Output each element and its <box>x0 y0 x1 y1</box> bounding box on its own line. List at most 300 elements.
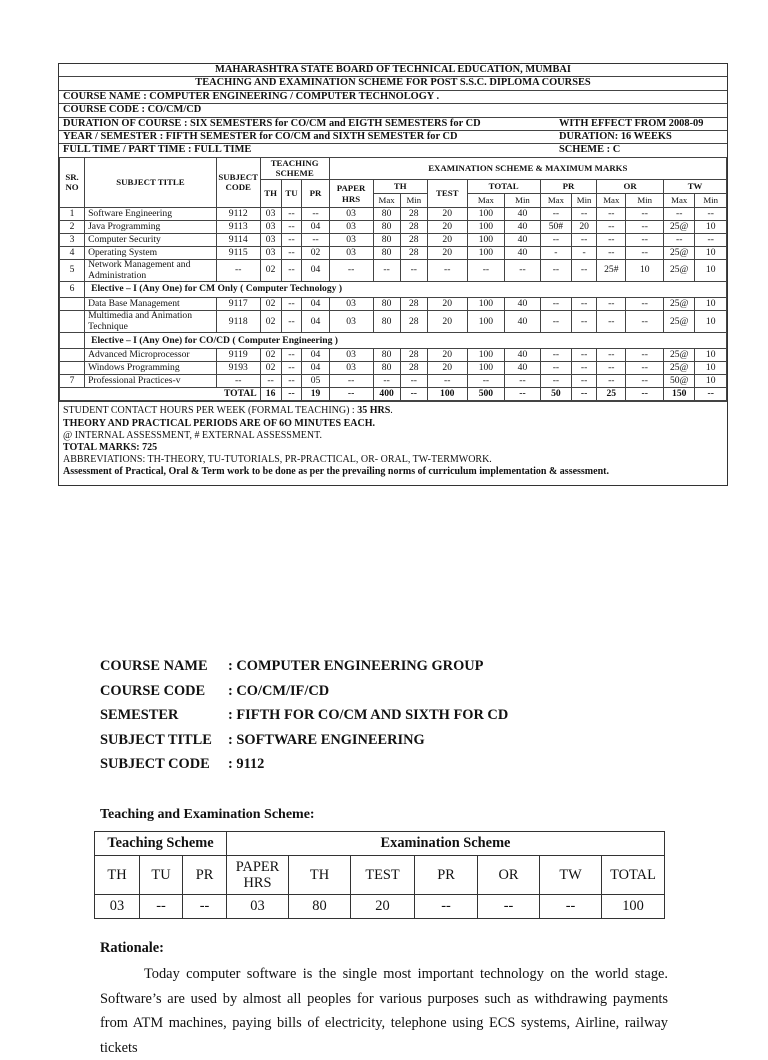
table-cell: -- <box>597 311 626 333</box>
table-cell: -- <box>540 234 571 247</box>
subject-title-cell: Computer Security <box>85 234 217 247</box>
table-cell: 9114 <box>216 234 260 247</box>
total-cell: 25 <box>597 388 626 401</box>
table-cell: -- <box>281 362 302 375</box>
table-cell: 25# <box>597 260 626 282</box>
table-cell: 10 <box>695 221 727 234</box>
table-cell: 25@ <box>664 311 695 333</box>
duration-text: DURATION OF COURSE : SIX SEMESTERS for CO/CM and EIGTH SEMESTERS for CD <box>63 117 481 129</box>
table-cell: 100 <box>467 362 505 375</box>
table-cell: 03 <box>329 221 373 234</box>
table-cell: -- <box>626 375 664 388</box>
table-cell: 10 <box>695 362 727 375</box>
header-min: Min <box>400 194 427 208</box>
scheme-title: TEACHING AND EXAMINATION SCHEME FOR POST S.S.C. DIPLOMA COURSES <box>59 77 727 90</box>
table-cell: 25@ <box>664 221 695 234</box>
rationale-text <box>100 962 668 1060</box>
small-header-cell: TEST <box>351 856 415 895</box>
periods-note: THEORY AND PRACTICAL PERIODS ARE OF 6O MINUTES EACH. <box>63 417 376 429</box>
table-cell: 28 <box>400 234 427 247</box>
table-cell: 20 <box>572 221 597 234</box>
header-exam-th: TH <box>373 180 427 194</box>
table-cell: 9113 <box>216 221 260 234</box>
table-cell: -- <box>626 349 664 362</box>
table-cell: 02 <box>260 349 281 362</box>
table-cell <box>60 311 85 333</box>
table-cell: -- <box>597 208 626 221</box>
header-test: TEST <box>427 180 467 208</box>
total-cell: -- <box>695 388 727 401</box>
info-value: : 9112 <box>228 756 265 772</box>
teaching-exam-heading: Teaching and Examination Scheme: <box>100 807 315 822</box>
table-cell: -- <box>597 221 626 234</box>
table-cell: -- <box>302 208 329 221</box>
small-header-cell: PR <box>183 856 227 895</box>
table-cell: -- <box>540 311 571 333</box>
table-cell: -- <box>626 362 664 375</box>
table-cell: 20 <box>427 298 467 311</box>
table-cell: 40 <box>505 247 541 260</box>
table-cell: -- <box>540 260 571 282</box>
table-cell: -- <box>281 260 302 282</box>
table-cell: 50@ <box>664 375 695 388</box>
table-cell: 100 <box>467 208 505 221</box>
small-value-cell: -- <box>140 895 183 919</box>
table-cell: 10 <box>695 298 727 311</box>
table-cell: 28 <box>400 311 427 333</box>
subject-title-cell: Advanced Microprocessor <box>85 349 217 362</box>
table-cell: -- <box>597 298 626 311</box>
table-cell: -- <box>281 375 302 388</box>
table-cell: 03 <box>329 298 373 311</box>
small-value-cell: 03 <box>95 895 140 919</box>
info-label: SUBJECT CODE <box>100 756 210 772</box>
table-cell: -- <box>505 260 541 282</box>
total-cell: 400 <box>373 388 400 401</box>
table-cell: -- <box>281 311 302 333</box>
course-name-line: COURSE NAME : COMPUTER ENGINEERING / COMPUTER TECHNOLOGY . <box>59 91 727 104</box>
table-cell: 03 <box>329 349 373 362</box>
table-cell: 28 <box>400 298 427 311</box>
table-cell: -- <box>373 375 400 388</box>
table-cell: -- <box>664 234 695 247</box>
table-cell: -- <box>216 375 260 388</box>
table-cell: -- <box>540 375 571 388</box>
header-max: Max <box>467 194 505 208</box>
table-cell: 20 <box>427 362 467 375</box>
table-cell: 02 <box>260 260 281 282</box>
header-min: Min <box>505 194 541 208</box>
info-value: : SOFTWARE ENGINEERING <box>228 731 425 748</box>
rationale-heading: Rationale: <box>100 940 164 956</box>
small-teaching-scheme: Teaching Scheme <box>95 832 227 856</box>
info-label: COURSE CODE <box>100 682 206 699</box>
table-cell: 50# <box>540 221 571 234</box>
subject-title-cell: Multimedia and Animation Technique <box>85 311 217 333</box>
table-cell: 20 <box>427 247 467 260</box>
info-label: COURSE NAME <box>100 658 208 674</box>
table-cell: 04 <box>302 260 329 282</box>
header-paper-hrs: PAPER HRS <box>329 180 373 208</box>
table-cell: 03 <box>329 362 373 375</box>
table-cell: -- <box>695 234 727 247</box>
table-cell: 28 <box>400 247 427 260</box>
total-label: TOTAL <box>60 388 261 401</box>
small-value-cell: -- <box>478 895 540 919</box>
small-value-cell: -- <box>183 895 227 919</box>
small-value-cell: 03 <box>227 895 289 919</box>
table-cell: -- <box>626 208 664 221</box>
table-cell: 28 <box>400 349 427 362</box>
table-cell: 100 <box>467 349 505 362</box>
table-cell: -- <box>664 208 695 221</box>
small-value-cell: -- <box>415 895 478 919</box>
table-cell: -- <box>572 208 597 221</box>
small-header-cell: TH <box>289 856 351 895</box>
table-cell <box>60 349 85 362</box>
total-cell: -- <box>626 388 664 401</box>
total-cell: -- <box>281 388 302 401</box>
table-cell: -- <box>281 208 302 221</box>
header-exam-pr: PR <box>540 180 596 194</box>
small-value-cell: 100 <box>602 895 665 919</box>
table-cell: -- <box>329 375 373 388</box>
table-row <box>60 362 727 375</box>
table-cell: -- <box>281 349 302 362</box>
table-cell: 10 <box>695 349 727 362</box>
section-label: Elective – I (Any One) for CO/CD ( Computer Engineering ) <box>85 333 727 349</box>
subject-title-cell: Operating System <box>85 247 217 260</box>
scheme-rows <box>60 208 727 401</box>
table-cell: 20 <box>427 349 467 362</box>
small-value-cell: 20 <box>351 895 415 919</box>
table-row <box>60 234 727 247</box>
header-max: Max <box>373 194 400 208</box>
table-cell: 3 <box>60 234 85 247</box>
duration-line <box>59 118 727 131</box>
board-title: MAHARASHTRA STATE BOARD OF TECHNICAL EDUCATION, MUMBAI <box>59 64 727 77</box>
total-cell: 50 <box>540 388 571 401</box>
table-cell: 02 <box>260 298 281 311</box>
table-cell: -- <box>597 247 626 260</box>
table-cell: -- <box>427 375 467 388</box>
header-min: Min <box>695 194 727 208</box>
table-cell: 02 <box>260 311 281 333</box>
table-cell: 03 <box>260 208 281 221</box>
small-header-cell: TH <box>95 856 140 895</box>
header-total: TOTAL <box>467 180 540 194</box>
table-cell: 100 <box>467 298 505 311</box>
table-cell: - <box>540 247 571 260</box>
header-tu: TU <box>281 180 302 208</box>
table-row <box>60 375 727 388</box>
small-header-cell: TOTAL <box>602 856 665 895</box>
table-cell: 10 <box>695 375 727 388</box>
table-cell: 4 <box>60 247 85 260</box>
table-cell: 40 <box>505 362 541 375</box>
table-cell: 80 <box>373 208 400 221</box>
small-header-cell: OR <box>478 856 540 895</box>
table-cell: -- <box>572 349 597 362</box>
small-header-cell: TU <box>140 856 183 895</box>
table-cell: 25@ <box>664 247 695 260</box>
table-cell: 03 <box>329 247 373 260</box>
small-value-cell: -- <box>540 895 602 919</box>
table-cell: -- <box>540 298 571 311</box>
table-cell: 10 <box>626 260 664 282</box>
section-row <box>60 282 727 298</box>
subject-title-cell: Java Programming <box>85 221 217 234</box>
table-cell: -- <box>373 260 400 282</box>
table-cell: 40 <box>505 298 541 311</box>
table-cell: -- <box>260 375 281 388</box>
section-row <box>60 333 727 349</box>
table-cell: 10 <box>695 247 727 260</box>
table-cell: -- <box>281 234 302 247</box>
table-cell: -- <box>695 208 727 221</box>
table-cell: -- <box>505 375 541 388</box>
table-cell: 20 <box>427 234 467 247</box>
table-cell: 03 <box>329 208 373 221</box>
table-cell: 9119 <box>216 349 260 362</box>
table-cell: 25@ <box>664 362 695 375</box>
year-semester-text: YEAR / SEMESTER : FIFTH SEMESTER for CO/CM and SIXTH SEMESTER for CD <box>63 131 458 143</box>
fulltime-line <box>59 144 727 156</box>
table-cell: 04 <box>302 362 329 375</box>
table-cell: 03 <box>260 234 281 247</box>
table-cell: 28 <box>400 362 427 375</box>
total-cell: -- <box>572 388 597 401</box>
table-cell: 04 <box>302 349 329 362</box>
small-value-cell: 80 <box>289 895 351 919</box>
table-cell: -- <box>400 260 427 282</box>
table-cell: 25@ <box>664 260 695 282</box>
table-cell: 28 <box>400 221 427 234</box>
header-or: OR <box>597 180 664 194</box>
table-cell: -- <box>540 208 571 221</box>
table-cell: -- <box>467 375 505 388</box>
table-row <box>60 221 727 234</box>
table-cell: 03 <box>260 221 281 234</box>
header-max: Max <box>597 194 626 208</box>
course-code-line: COURSE CODE : CO/CM/CD <box>59 104 727 117</box>
header-exam-scheme: EXAMINATION SCHEME & MAXIMUM MARKS <box>329 157 726 179</box>
table-cell: -- <box>572 311 597 333</box>
table-row <box>60 298 727 311</box>
table-cell: 9117 <box>216 298 260 311</box>
table-cell: -- <box>597 349 626 362</box>
table-cell: -- <box>216 260 260 282</box>
table-row <box>60 311 727 333</box>
small-header-cell: PR <box>415 856 478 895</box>
total-row <box>60 388 727 401</box>
subject-title-cell: Windows Programming <box>85 362 217 375</box>
table-row <box>60 247 727 260</box>
scheme-document <box>58 63 728 486</box>
small-header-cell: TW <box>540 856 602 895</box>
header-max: Max <box>664 194 695 208</box>
info-value: : COMPUTER ENGINEERING GROUP <box>228 658 484 674</box>
table-cell: 100 <box>467 221 505 234</box>
total-cell: 100 <box>427 388 467 401</box>
table-row <box>60 260 727 282</box>
year-line <box>59 131 727 144</box>
table-cell: -- <box>572 375 597 388</box>
table-cell <box>60 298 85 311</box>
info-value: : FIFTH FOR CO/CM AND SIXTH FOR CD <box>228 707 509 723</box>
info-label: SUBJECT TITLE <box>100 731 212 748</box>
table-cell: 40 <box>505 349 541 362</box>
small-exam-scheme: Examination Scheme <box>227 832 665 856</box>
scheme-table <box>59 157 727 402</box>
table-cell: 1 <box>60 208 85 221</box>
total-cell: -- <box>329 388 373 401</box>
table-cell: 03 <box>260 247 281 260</box>
table-cell: 80 <box>373 349 400 362</box>
table-cell: 6 <box>60 282 85 298</box>
assessment-legend: @ INTERNAL ASSESSMENT, # EXTERNAL ASSESSMENT. <box>63 429 322 441</box>
table-cell: 28 <box>400 208 427 221</box>
table-cell: - <box>572 247 597 260</box>
table-cell: 2 <box>60 221 85 234</box>
total-cell: -- <box>505 388 541 401</box>
table-cell: 80 <box>373 247 400 260</box>
subject-scheme-table <box>94 831 665 919</box>
table-cell: -- <box>400 375 427 388</box>
header-teaching-scheme: TEACHING SCHEME <box>260 157 329 179</box>
table-cell: 03 <box>329 311 373 333</box>
table-cell: 20 <box>427 208 467 221</box>
table-cell: 80 <box>373 234 400 247</box>
table-row <box>60 208 727 221</box>
info-row <box>100 732 508 757</box>
info-label: SEMESTER <box>100 707 179 723</box>
weeks-text: DURATION: 16 WEEKS <box>559 131 672 143</box>
table-cell: 80 <box>373 311 400 333</box>
header-pr: PR <box>302 180 329 208</box>
subject-title-cell: Software Engineering <box>85 208 217 221</box>
info-row <box>100 756 508 781</box>
table-cell: -- <box>626 247 664 260</box>
table-cell: 04 <box>302 298 329 311</box>
table-cell <box>60 333 85 349</box>
info-value: : CO/CM/IF/CD <box>228 682 330 699</box>
table-cell: 5 <box>60 260 85 282</box>
table-cell: -- <box>597 375 626 388</box>
notes-block <box>59 401 727 484</box>
table-cell: 03 <box>329 234 373 247</box>
header-sr-no: SR. NO <box>60 157 85 207</box>
total-marks-note: TOTAL MARKS: 725 <box>63 442 158 454</box>
fulltime-text: FULL TIME / PART TIME : FULL TIME <box>63 144 252 156</box>
table-cell: 100 <box>467 311 505 333</box>
table-cell: 7 <box>60 375 85 388</box>
assessment-note: Assessment of Practical, Oral & Term work to be done as per the prevailing norms of curriculum implementation & assessment. <box>63 466 609 478</box>
header-subject-title: SUBJECT TITLE <box>85 157 217 207</box>
total-cell: -- <box>400 388 427 401</box>
table-cell: -- <box>281 247 302 260</box>
info-row <box>100 707 508 732</box>
table-cell: 02 <box>260 362 281 375</box>
table-cell: -- <box>597 234 626 247</box>
small-header-cell: PAPER HRS <box>227 856 289 895</box>
table-cell: -- <box>626 234 664 247</box>
total-cell: 150 <box>664 388 695 401</box>
table-cell: -- <box>626 298 664 311</box>
table-cell: -- <box>329 260 373 282</box>
abbreviations-note: ABBREVIATIONS: TH-THEORY, TU-TUTORIALS, PR-PRACTICAL, OR- ORAL, TW-TERMWORK. <box>63 454 492 466</box>
header-min: Min <box>626 194 664 208</box>
total-cell: 16 <box>260 388 281 401</box>
table-cell: 40 <box>505 234 541 247</box>
table-cell: 20 <box>427 311 467 333</box>
table-cell: 02 <box>302 247 329 260</box>
header-tw: TW <box>664 180 727 194</box>
table-cell <box>60 362 85 375</box>
table-cell: 40 <box>505 221 541 234</box>
contact-hours-label: STUDENT CONTACT HOURS PER WEEK (FORMAL TEACHING) : <box>63 405 358 417</box>
table-cell: -- <box>467 260 505 282</box>
table-cell: -- <box>626 221 664 234</box>
table-cell: 25@ <box>664 298 695 311</box>
table-cell: -- <box>572 234 597 247</box>
table-cell: 40 <box>505 208 541 221</box>
table-cell: 10 <box>695 311 727 333</box>
table-cell: 20 <box>427 221 467 234</box>
table-cell: -- <box>572 298 597 311</box>
section-label: Elective – I (Any One) for CM Only ( Computer Technology ) <box>85 282 727 298</box>
table-cell: 9118 <box>216 311 260 333</box>
table-cell: 100 <box>467 234 505 247</box>
table-cell: -- <box>427 260 467 282</box>
table-cell: 80 <box>373 362 400 375</box>
table-cell: 80 <box>373 298 400 311</box>
table-cell: 04 <box>302 221 329 234</box>
rationale-paragraph: Today computer software is the single most important technology on the world stage. Software’s are used by almost all peoples for various purposes such as withdrawing payments from ATM machines, paying bills of electricity, telephone using ECS systems, Airline, railway tickets <box>100 966 668 1056</box>
table-cell: 40 <box>505 311 541 333</box>
scheme-code-text: SCHEME : C <box>559 144 621 156</box>
info-row <box>100 658 508 683</box>
table-cell: -- <box>281 221 302 234</box>
subject-title-cell: Network Management and Administration <box>85 260 217 282</box>
header-max: Max <box>540 194 571 208</box>
contact-hours-value: 35 HRS <box>357 405 391 417</box>
table-cell: 10 <box>695 260 727 282</box>
table-cell: -- <box>597 362 626 375</box>
table-cell: -- <box>302 234 329 247</box>
table-cell: 05 <box>302 375 329 388</box>
table-cell: -- <box>540 349 571 362</box>
contact-hours-note: STUDENT CONTACT HOURS PER WEEK (FORMAL TEACHING) : 35 HRS. <box>63 405 393 417</box>
table-cell: 25@ <box>664 349 695 362</box>
total-cell: 19 <box>302 388 329 401</box>
table-cell: -- <box>572 260 597 282</box>
subject-title-cell: Professional Practices-v <box>85 375 217 388</box>
effect-from-text: WITH EFFECT FROM 2008-09 <box>559 117 704 129</box>
table-cell: 9115 <box>216 247 260 260</box>
table-cell: 100 <box>467 247 505 260</box>
total-cell: 500 <box>467 388 505 401</box>
table-cell: -- <box>540 362 571 375</box>
table-cell: 9112 <box>216 208 260 221</box>
table-row <box>60 349 727 362</box>
table-cell: 9193 <box>216 362 260 375</box>
header-subject-code: SUBJECT CODE <box>216 157 260 207</box>
info-row <box>100 683 508 708</box>
table-cell: 04 <box>302 311 329 333</box>
header-th: TH <box>260 180 281 208</box>
table-cell: -- <box>281 298 302 311</box>
